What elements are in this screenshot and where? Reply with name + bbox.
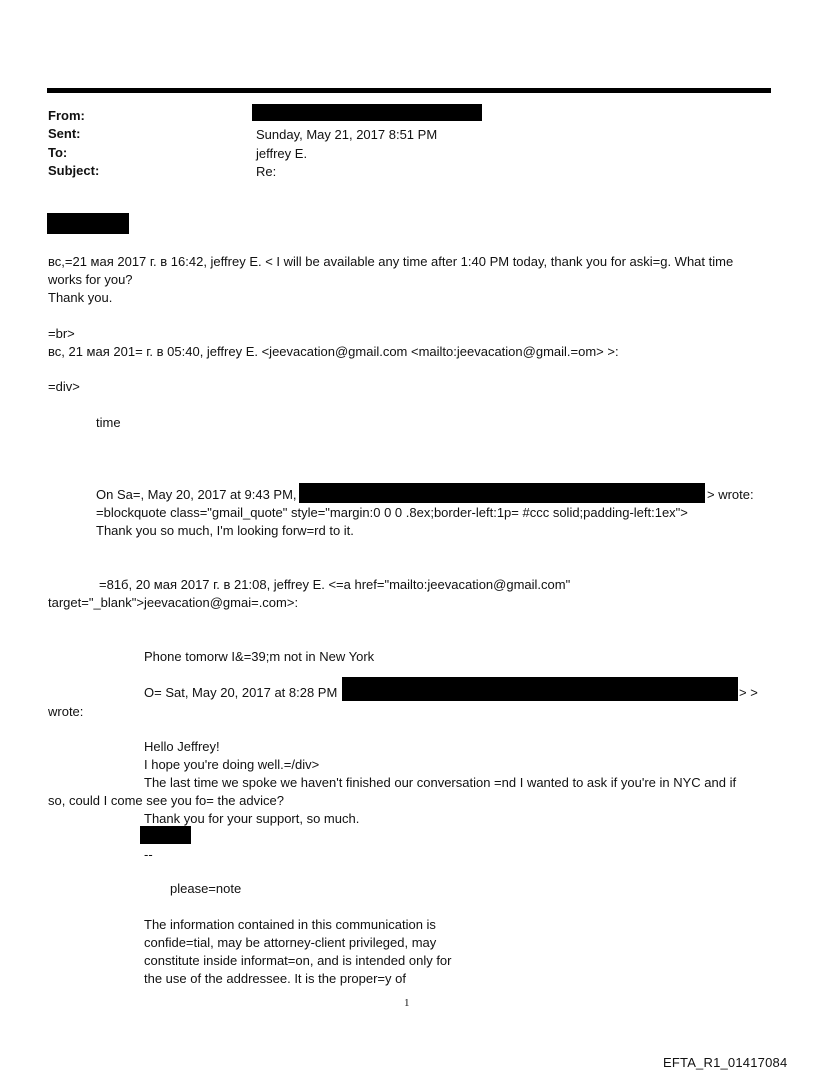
redacted-sender — [299, 483, 705, 503]
to-label: To: — [48, 145, 68, 160]
body-line: I hope you're doing well.=/div> — [144, 757, 320, 772]
sent-value: Sunday, May 21, 2017 8:51 PM — [256, 127, 438, 142]
body-line: =br> — [48, 326, 75, 341]
body-line: so, could I come see you fo= the advice? — [48, 793, 284, 808]
body-line: =div> — [48, 379, 80, 394]
redacted-from-address — [252, 104, 482, 121]
to-value: jeffrey E. — [256, 146, 308, 161]
header-rule — [47, 88, 771, 93]
body-line: > wrote: — [707, 487, 754, 502]
redacted-greeting — [47, 213, 129, 234]
body-line: works for you? — [48, 272, 133, 287]
bates-number: EFTA_R1_01417084 — [663, 1055, 788, 1070]
body-line: Hello Jeffrey! — [144, 739, 220, 754]
sent-label: Sent: — [48, 126, 81, 141]
body-line: =blockquote class="gmail_quote" style="margin:0 0 0 .8ex;border-left:1p= #ccc solid;padding-left:1ex"> — [96, 505, 688, 520]
body-line: -- — [144, 847, 153, 862]
body-line: > > — [739, 685, 758, 700]
body-line: time — [96, 415, 121, 430]
body-line: Phone tomorw I&=39;m not in New York — [144, 649, 375, 664]
body-line: =81б, 20 мая 2017 г. в 21:08, jeffrey E. <=a href="mailto:jeevacation@gmail.com" — [99, 577, 571, 592]
body-line: the use of the addressee. It is the proper=y of — [144, 971, 406, 986]
body-line: O= Sat, May 20, 2017 at 8:28 PM — [144, 685, 338, 700]
body-line: please=note — [170, 881, 242, 896]
from-label: From: — [48, 108, 85, 123]
body-line: wrote: — [48, 704, 84, 719]
body-line: Thank you. — [48, 290, 113, 305]
redacted-sender-2 — [342, 677, 738, 701]
body-line: The last time we spoke we haven't finished our conversation =nd I wanted to ask if you're in NYC and if — [144, 775, 737, 790]
page-number: 1 — [404, 997, 410, 1009]
redacted-signature — [140, 826, 191, 844]
body-line: Thank you so much, I'm looking forw=rd to it. — [96, 523, 354, 538]
body-line: The information contained in this communication is — [144, 917, 436, 932]
body-line: Thank you for your support, so much. — [144, 811, 360, 826]
body-line: вс,=21 мая 2017 г. в 16:42, jeffrey E. < I will be available any time after 1:40 PM today, thank you for aski=g. What time — [48, 254, 734, 269]
subject-value: Re: — [256, 164, 277, 179]
body-line: On Sa=, May 20, 2017 at 9:43 PM, — [96, 487, 297, 502]
body-line: constitute inside informat=on, and is intended only for — [144, 953, 452, 968]
body-line: вс, 21 мая 201= г. в 05:40, jeffrey E. <jeevacation@gmail.com <mailto:jeevacation@gmail.=om> >: — [48, 344, 619, 359]
body-line: confide=tial, may be attorney-client privileged, may — [144, 935, 437, 950]
subject-label: Subject: — [48, 163, 100, 178]
body-line: target="_blank">jeevacation@gmai=.com>: — [48, 595, 299, 610]
